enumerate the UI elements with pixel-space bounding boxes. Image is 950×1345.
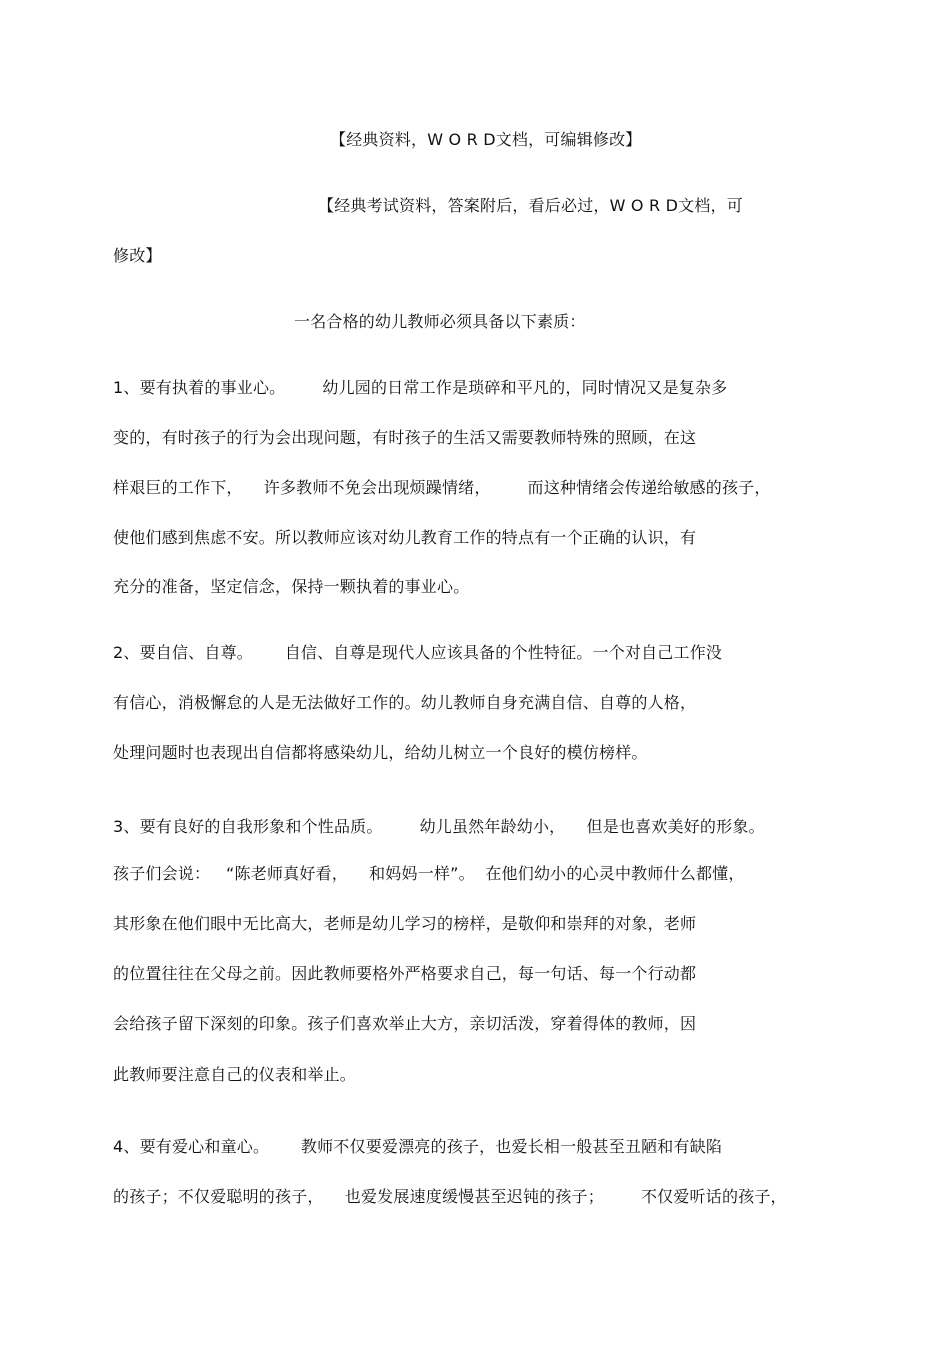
body-line: 样艰巨的工作下， 许多教师不免会出现烦躁情绪， 而这种情绪会传递给敏感的孩子， <box>113 478 771 497</box>
header-line-3: 修改】 <box>113 246 162 265</box>
body-line: 3、要有良好的自我形象和个性品质。 幼儿虽然年龄幼小， 但是也喜欢美好的形象。 <box>113 817 765 836</box>
body-line: 使他们感到焦虑不安。所以教师应该对幼儿教育工作的特点有一个正确的认识，有 <box>113 528 697 547</box>
body-line: 孩子们会说： “陈老师真好看， 和妈妈一样”。 在他们幼小的心灵中教师什么都懂， <box>113 864 745 883</box>
body-line: 其形象在他们眼中无比高大，老师是幼儿学习的榜样，是敬仰和崇拜的对象，老师 <box>113 914 697 933</box>
header-line-1: 【经典资料，W O R D文档，可编辑修改】 <box>330 130 642 149</box>
header-line-2: 【经典考试资料，答案附后，看后必过，W O R D文档，可 <box>318 196 743 215</box>
body-line: 充分的准备，坚定信念，保持一颗执着的事业心。 <box>113 577 470 596</box>
body-line: 4、要有爱心和童心。 教师不仅要爱漂亮的孩子，也爱长相一般甚至丑陋和有缺陷 <box>113 1137 723 1156</box>
body-line: 会给孩子留下深刻的印象。孩子们喜欢举止大方，亲切活泼，穿着得体的教师，因 <box>113 1014 697 1033</box>
body-line: 此教师要注意自己的仪表和举止。 <box>113 1065 357 1084</box>
body-line: 1、要有执着的事业心。 幼儿园的日常工作是琐碎和平凡的，同时情况又是复杂多 <box>113 378 728 397</box>
document-title: 一名合格的幼儿教师必须具备以下素质： <box>294 312 586 331</box>
body-line: 的孩子；不仅爱聪明的孩子， 也爱发展速度缓慢甚至迟钝的孩子； 不仅爱听话的孩子， <box>113 1187 787 1206</box>
body-line: 有信心，消极懈怠的人是无法做好工作的。幼儿教师自身充满自信、自尊的人格， <box>113 693 697 712</box>
body-line: 的位置往往在父母之前。因此教师要格外严格要求自己，每一句话、每一个行动都 <box>113 964 697 983</box>
body-line: 处理问题时也表现出自信都将感染幼儿，给幼儿树立一个良好的模仿榜样。 <box>113 743 648 762</box>
body-line: 变的，有时孩子的行为会出现问题，有时孩子的生活又需要教师特殊的照顾，在这 <box>113 428 697 447</box>
body-line: 2、要自信、自尊。 自信、自尊是现代人应该具备的个性特征。一个对自己工作没 <box>113 643 723 662</box>
